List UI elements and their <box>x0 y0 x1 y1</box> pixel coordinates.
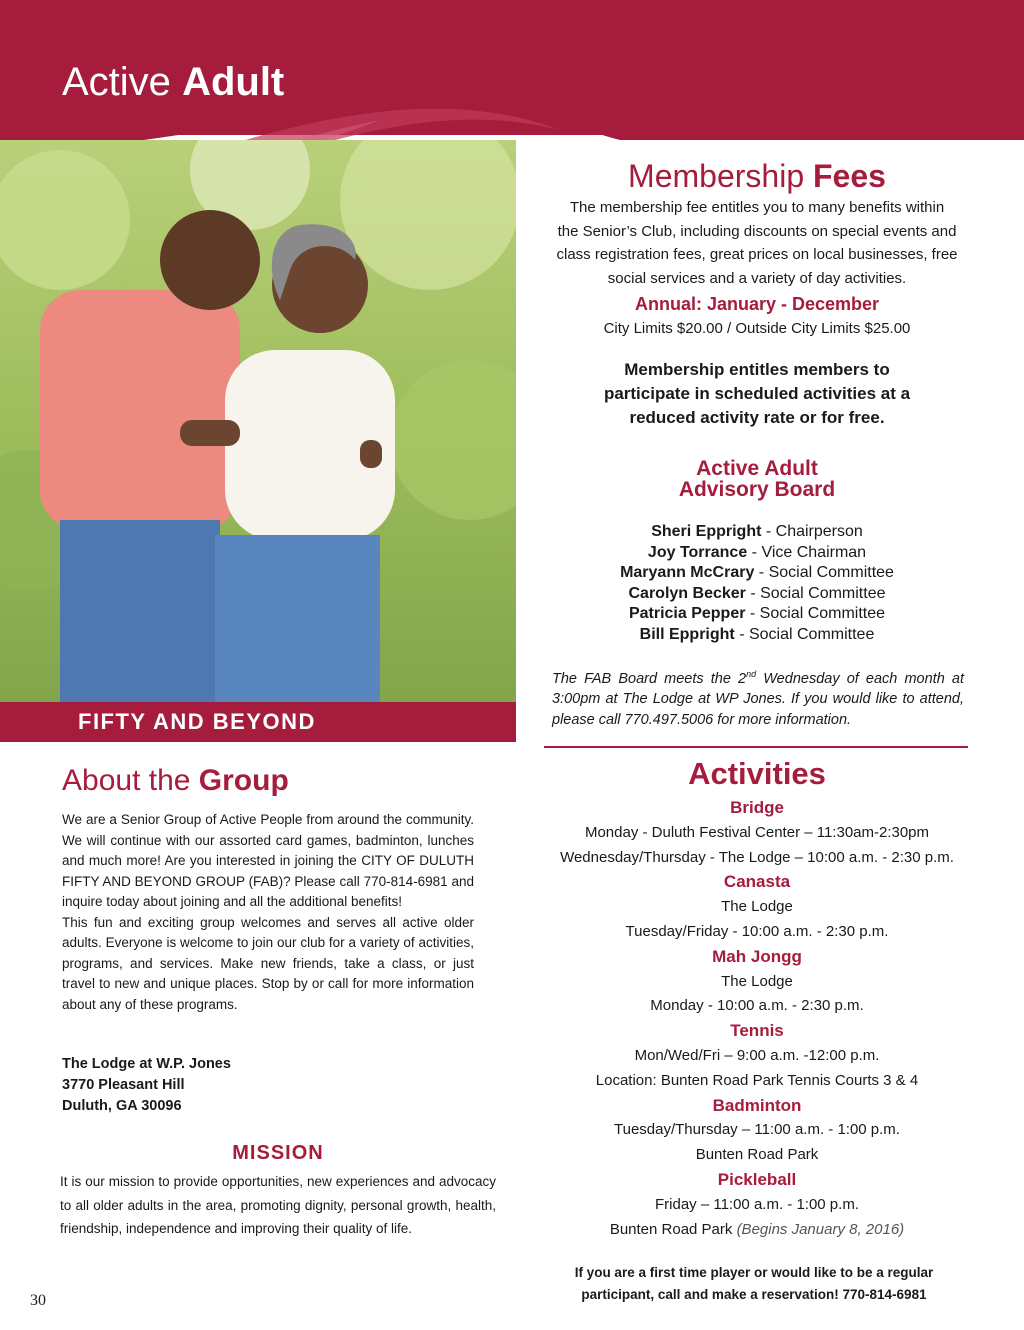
about-group-heading <box>62 764 289 798</box>
board-heading-line: Active Adult <box>696 457 818 480</box>
meets-text-rest: Wednesday of each month at 3:00pm at The Lodge at WP Jones. If you would like to attend, please call 770.497.5006 for more information. <box>552 670 964 728</box>
couple-photo <box>0 140 516 742</box>
meets-ordinal: nd <box>746 669 757 679</box>
membership-fees-description <box>546 196 968 290</box>
annual-period: Annual: January - December <box>634 294 880 314</box>
board-meeting-info <box>552 664 964 730</box>
activity-name: Mah Jongg <box>712 946 802 966</box>
member-role: - Vice Chairman <box>747 543 867 561</box>
board-heading-line: Advisory Board <box>678 478 836 501</box>
mission-text: It is our mission to provide opportunities, new experiences and advocacy to all older adults in the area, promoting dignity, personal growth, health, friendship, independence and improving their quality of life. <box>60 1174 496 1236</box>
member-role: - Social Committee <box>754 564 894 581</box>
advisory-board-heading <box>546 458 968 500</box>
activity-detail: Bunten Road Park <box>695 1146 819 1164</box>
about-paragraph: We are a Senior Group of Active People from around the community. We will continue with our assorted card games, badminton, lunches and much more! Are you interested in joining the CITY OF DULUTH FIFTY AND BEYOND GROUP (FAB)? Please call 770-814-6981 and inquire today about joining and all the additional benefits! <box>62 812 474 909</box>
activity-detail: The Lodge <box>721 898 793 916</box>
heading-light: About the <box>62 764 191 797</box>
fees-line: class registration fees, great prices on local businesses, free <box>556 246 958 263</box>
lodge-address <box>62 1054 231 1117</box>
member-name: Maryann McCrary <box>620 564 755 581</box>
board-member <box>546 522 968 543</box>
member-role: - Social Committee <box>734 625 875 643</box>
fee-amounts: City Limits $20.00 / Outside City Limits $25.00 <box>603 320 911 337</box>
activity-detail: Monday - 10:00 a.m. - 2:30 p.m. <box>650 997 864 1015</box>
section-divider <box>544 746 968 748</box>
activity-detail: Friday – 11:00 a.m. - 1:00 p.m. <box>655 1195 859 1213</box>
membership-fees-heading <box>546 158 968 195</box>
board-member <box>546 543 968 564</box>
about-paragraph: This fun and exciting group welcomes and serves all active older adults. Everyone is welcome to join our club for a variety of activities, programs, and services. Make new friends, take a class, or just travel to new and unique places. Stop by or call for more information about any of these programs. <box>62 914 474 1012</box>
member-role: - Social Committee <box>745 584 886 602</box>
page-title <box>62 60 284 105</box>
fees-line: The membership fee entitles you to many benefits within <box>569 199 945 216</box>
heading-bold: Fees <box>813 158 886 194</box>
board-member <box>546 584 968 605</box>
member-role: - Social Committee <box>745 605 886 622</box>
activities-heading: Activities <box>688 756 826 791</box>
meets-text: The FAB Board meets the 2 <box>552 670 747 687</box>
title-light: Active <box>62 60 171 104</box>
activity-detail: Location: Bunten Road Park Tennis Courts 3 & 4 <box>595 1071 919 1089</box>
board-member <box>546 604 968 625</box>
address-line: Duluth, GA 30096 <box>62 1098 182 1114</box>
member-name: Bill Eppright <box>639 625 735 643</box>
member-name: Patricia Pepper <box>628 605 746 622</box>
activity-detail: Mon/Wed/Fri – 9:00 a.m. -12:00 p.m. <box>634 1046 880 1064</box>
member-name: Joy Torrance <box>647 543 748 561</box>
activity-name: Badminton <box>712 1095 802 1115</box>
fees-line: social services and a variety of day activities. <box>607 269 907 287</box>
activities-list <box>546 796 968 1242</box>
page-number: 30 <box>30 1292 46 1309</box>
address-line: The Lodge at W.P. Jones <box>62 1056 231 1072</box>
benefit-line: participate in scheduled activities at a <box>603 384 911 403</box>
member-role: - Chairperson <box>761 523 863 540</box>
mission-heading: MISSION <box>232 1142 324 1164</box>
fifty-and-beyond-banner <box>0 702 516 742</box>
board-member <box>546 563 968 584</box>
title-bold: Adult <box>182 60 285 104</box>
activity-detail: Tuesday/Friday - 10:00 a.m. - 2:30 p.m. <box>625 922 889 940</box>
benefit-line: Membership entitles members to <box>624 360 890 379</box>
activity-detail: Tuesday/Thursday – 11:00 a.m. - 1:00 p.m. <box>614 1121 900 1139</box>
banner-label: FIFTY AND BEYOND <box>78 709 316 734</box>
member-name: Sheri Eppright <box>651 523 762 540</box>
member-name: Carolyn Becker <box>628 584 746 602</box>
about-group-text <box>62 810 474 1015</box>
cta-line: If you are a first time player or would like to be a regular <box>574 1265 934 1280</box>
activity-name: Pickleball <box>717 1169 797 1189</box>
address-line: 3770 Pleasant Hill <box>62 1077 185 1093</box>
activity-name: Tennis <box>730 1021 784 1041</box>
board-members-list <box>546 522 968 645</box>
activity-detail: Wednesday/Thursday - The Lodge – 10:00 a.m. - 2:30 p.m. <box>560 848 954 866</box>
activity-detail <box>546 1218 968 1243</box>
activity-note: (Begins January 8, 2016) <box>736 1220 905 1238</box>
benefit-line: reduced activity rate or for free. <box>629 408 885 427</box>
board-member <box>546 625 968 646</box>
activity-detail: Monday - Duluth Festival Center – 11:30am-2:30pm <box>584 823 930 841</box>
membership-benefit-note <box>546 358 968 430</box>
photo-illustration <box>0 140 516 742</box>
cta-line: participant, call and make a reservation! 770-814-6981 <box>581 1287 927 1302</box>
activity-name: Canasta <box>723 872 791 892</box>
heading-light: Membership <box>628 158 805 194</box>
activity-location: Bunten Road Park <box>609 1220 737 1238</box>
activity-name: Bridge <box>730 798 784 817</box>
heading-bold: Group <box>198 764 289 797</box>
activity-detail: The Lodge <box>721 972 793 990</box>
fees-line: the Senior’s Club, including discounts on special events and <box>557 222 957 240</box>
reservation-call-to-action <box>520 1262 988 1306</box>
